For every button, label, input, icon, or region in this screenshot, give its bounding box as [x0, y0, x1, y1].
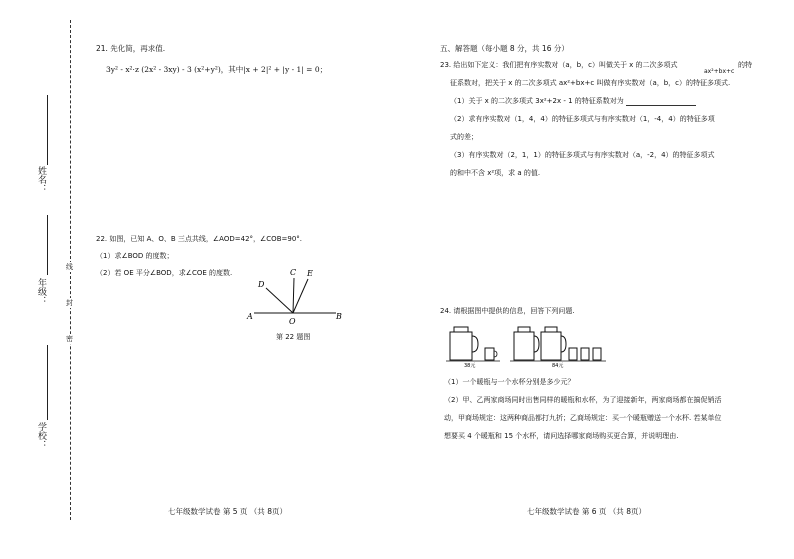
- label-B: B: [336, 312, 342, 321]
- ray-OC: [293, 278, 294, 313]
- ray-OE: [293, 279, 308, 313]
- name-label: 姓名：: [36, 166, 46, 193]
- q23-line2: 征系数对，把关于 x 的二次多项式 ax²+bx+c 叫做有序实数对（a，b，c）的特征多项式.: [450, 79, 731, 87]
- q23-part2a: （2）求有序实数对（1，4，4）的特征多项式与有序实数对（1，-4，4）的特征多项: [450, 115, 715, 123]
- right-page-footer: 七年级数学试卷 第 6 页 （共 8页）: [527, 507, 646, 516]
- q23-part1-text: （1）关于 x 的二次多项式 3x²+2x - 1 的特征系数对为: [450, 97, 624, 105]
- q23-part3b: 的和中不含 x²项，求 a 的值.: [450, 169, 541, 177]
- q21-expression: 3y² - x²·z (2x² - 3xy) - 3 (x²+y²)，其中|x + 2|² + |y - 1| = 0；: [106, 65, 328, 74]
- thermos-icon: [450, 327, 478, 360]
- label-A: A: [247, 312, 253, 321]
- cup-icon: [569, 348, 577, 360]
- q23-line1-end: 的特: [738, 61, 752, 69]
- binding-mark-inner: 密: [66, 335, 73, 343]
- q23-part1: [450, 96, 696, 106]
- q24-part1: （1）一个暖瓶与一个水杯分别是多少元？: [444, 378, 575, 386]
- binding-mark-line: 线: [66, 263, 73, 271]
- q24-part2c: 想要买 4 个暖瓶和 15 个水杯，请问选择哪家商场购买更合算，并说明理由.: [444, 432, 679, 440]
- price-84: 84元: [552, 363, 564, 368]
- school-underline: [47, 345, 48, 420]
- q24-part2b: 动，甲商场规定：这两种商品都打九折；乙商场规定：买一个暖瓶赠送一个水杯. 若某单位: [444, 414, 722, 422]
- price-38: 38元: [464, 363, 476, 368]
- q22-part2: （2）若 OE 平分∠BOD，求∠COE 的度数.: [96, 269, 233, 277]
- label-C: C: [290, 268, 297, 277]
- thermos-icon: [514, 327, 539, 360]
- class-underline: [47, 215, 48, 275]
- q24-figure: [440, 320, 610, 368]
- label-E: E: [307, 269, 313, 278]
- q23-part2b: 式的差；: [450, 133, 478, 141]
- q23-part1-answer-blank[interactable]: [626, 97, 696, 106]
- thermos-icon: [541, 327, 566, 360]
- cup-icon: [581, 348, 589, 360]
- q24-title: 24. 请根据图中提供的信息，回答下列问题.: [440, 307, 575, 315]
- q23-poly: ax²+bx+c: [704, 68, 735, 75]
- cup-icon: [485, 348, 497, 360]
- q23-part3a: （3）有序实数对（2，1，1）的特征多项式与有序实数对（a，-2，4）的特征多项式: [450, 151, 715, 159]
- q23-line1: 23. 给出如下定义：我们把有序实数对（a，b，c）叫做关于 x 的二次多项式: [440, 61, 678, 69]
- q22-part1: （1）求∠BOD 的度数；: [96, 252, 174, 260]
- class-label: 年级：: [36, 278, 46, 305]
- ray-OD: [266, 288, 293, 313]
- q22-figure-caption: 第 22 题图: [276, 333, 311, 341]
- q24-part2a: （2）甲、乙两家商场同时出售同样的暖瓶和水杯，为了迎接新年，两家商场都在搞促销活: [444, 396, 722, 404]
- school-label: 学校：: [36, 422, 46, 449]
- label-O: O: [289, 317, 296, 326]
- name-underline: [47, 95, 48, 165]
- q21-title: 21. 先化简，再求值.: [96, 44, 166, 53]
- binding-mark-seal: 封: [66, 299, 73, 307]
- left-page-footer: 七年级数学试卷 第 5 页 （共 8页）: [168, 507, 287, 516]
- q22-title: 22. 如图，已知 A、O、B 三点共线，∠AOD=42°，∠COB=90°.: [96, 235, 302, 243]
- label-D: D: [258, 280, 265, 289]
- cup-icon: [593, 348, 601, 360]
- section-title: 五、解答题（每小题 8 分，共 16 分）: [440, 44, 569, 53]
- q22-figure: [240, 266, 350, 326]
